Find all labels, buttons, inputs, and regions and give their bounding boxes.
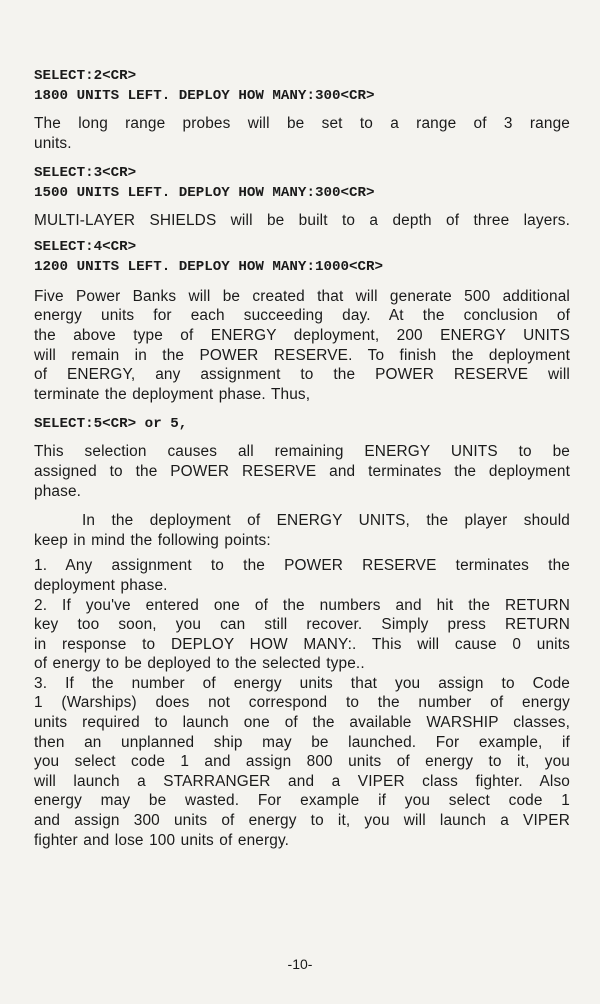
text-line: Five Power Banks will be created that will generate 500 additional [34,287,570,305]
text-line: the above type of ENERGY deployment, 200 ENERGY UNITS [34,326,570,344]
command-select-3: SELECT:3<CR> [34,165,137,182]
list-item: you select code 1 and assign 800 units of energy to it, you [34,753,570,771]
list-item: key too soon, you can still recover. Simply press RETURN [34,616,570,634]
list-item: in response to DEPLOY HOW MANY:. This will cause 0 units [34,635,570,653]
list-item: 1 (Warships) does not correspond to the number of energy [34,694,570,712]
list-item: units required to launch one of the available WARSHIP classes, [34,714,570,732]
command-select-2: SELECT:2<CR> [34,68,137,84]
text-line: of ENERGY, any assignment to the POWER RESERVE will [34,366,570,384]
text-line: assigned to the POWER RESERVE and terminates the deployment [34,462,570,480]
list-item: and assign 300 units of energy to it, you will launch a VIPER [34,812,570,830]
points-list [34,556,570,850]
text-line: In the deployment of ENERGY UNITS, the player should [82,512,570,530]
text-line: units. [34,134,72,152]
list-item: 2. If you've entered one of the numbers and hit the RETURN [34,596,570,614]
text-line: will remain in the POWER RESERVE. To finish the deployment [34,346,570,364]
list-item: then an unplanned ship may be launched. For example, if [34,733,570,751]
manual-page [34,66,570,850]
command-select-5: SELECT:5<CR> or 5, [34,416,188,433]
command-deploy-1000: 1200 UNITS LEFT. DEPLOY HOW MANY:1000<CR> [34,258,384,275]
page-number: -10- [287,956,313,972]
text-line: The long range probes will be set to a range of 3 range [34,115,570,132]
text-line: MULTI-LAYER SHIELDS will be built to a depth of three layers. [34,212,570,230]
list-item: 3. If the number of energy units that you assign to Code [34,674,570,692]
text-line: keep in mind the following points: [34,531,271,549]
list-item: fighter and lose 100 units of energy. [34,831,290,849]
list-item: 1. Any assignment to the POWER RESERVE terminates the [34,557,570,575]
list-item: of energy to be deployed to the selected type.. [34,655,365,673]
list-item: deployment phase. [34,576,168,594]
paragraph-selection [34,442,570,501]
command-deploy-300-a: 1800 UNITS LEFT. DEPLOY HOW MANY:300<CR> [34,88,375,104]
paragraph-points-intro [34,511,570,550]
command-select-4: SELECT:4<CR> [34,238,137,255]
list-item: energy may be wasted. For example if you select code 1 [34,792,570,810]
text-line: This selection causes all remaining ENERGY UNITS to be [34,443,570,461]
paragraph-shields [34,211,570,231]
paragraph-probes [34,114,570,153]
list-item: will launch a STARRANGER and a VIPER class fighter. Also [34,772,570,790]
text-line: terminate the deployment phase. Thus, [34,385,311,403]
text-line: energy units for each succeeding day. At the conclusion of [34,307,570,325]
paragraph-power-banks [34,287,570,405]
command-deploy-300-b: 1500 UNITS LEFT. DEPLOY HOW MANY:300<CR> [34,185,375,202]
text-line: phase. [34,482,82,500]
